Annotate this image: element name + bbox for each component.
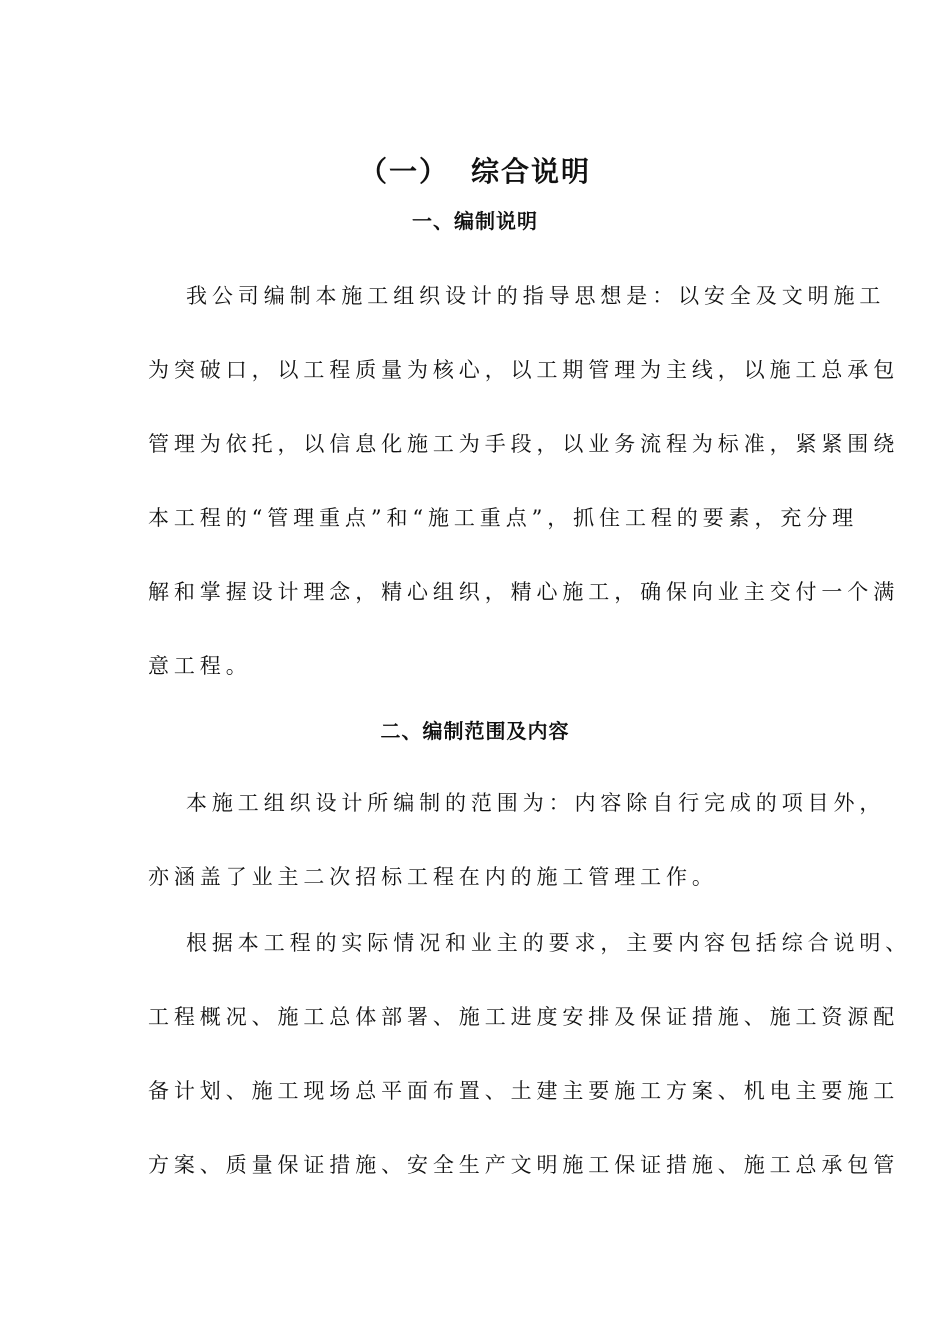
paragraph-line: 为突破口，以工程质量为核心，以工期管理为主线，以施工总承包: [148, 358, 900, 382]
title-text: 综合说明: [471, 155, 592, 188]
document-title: [0, 150, 950, 194]
paragraph-line: 我公司编制本施工组织设计的指导思想是：以安全及文明施工: [186, 284, 886, 308]
paragraph-line: 本工程的“管理重点”和“施工重点”，抓住工程的要素，充分理: [148, 506, 859, 530]
paragraph-scope: [148, 788, 886, 936]
paragraph-line: 亦涵盖了业主二次招标工程在内的施工管理工作。: [148, 865, 718, 889]
title-number: （一）: [358, 155, 449, 188]
paragraph-line: 解和掌握设计理念，精心组织，精心施工，确保向业主交付一个满: [148, 580, 900, 604]
paragraph-line: 管理为依托，以信息化施工为手段，以业务流程为标准，紧紧围绕: [148, 432, 900, 456]
paragraph-line: 根据本工程的实际情况和业主的要求，主要内容包括综合说明、: [186, 931, 912, 955]
paragraph-line: 本施工组织设计所编制的范围为：内容除自行完成的项目外，: [186, 791, 886, 815]
paragraph-line: 意工程。: [148, 654, 252, 678]
paragraph-guiding-ideology: [148, 281, 900, 725]
paragraph-contents: [148, 928, 912, 1224]
paragraph-line: 工程概况、施工总体部署、施工进度安排及保证措施、施工资源配: [148, 1005, 900, 1029]
section-heading-1: 一、编制说明: [412, 209, 538, 233]
paragraph-line: 备计划、施工现场总平面布置、土建主要施工方案、机电主要施工: [148, 1079, 900, 1103]
section-heading-2: 二、编制范围及内容: [380, 719, 570, 743]
paragraph-line: 方案、质量保证措施、安全生产文明施工保证措施、施工总承包管: [148, 1153, 900, 1177]
